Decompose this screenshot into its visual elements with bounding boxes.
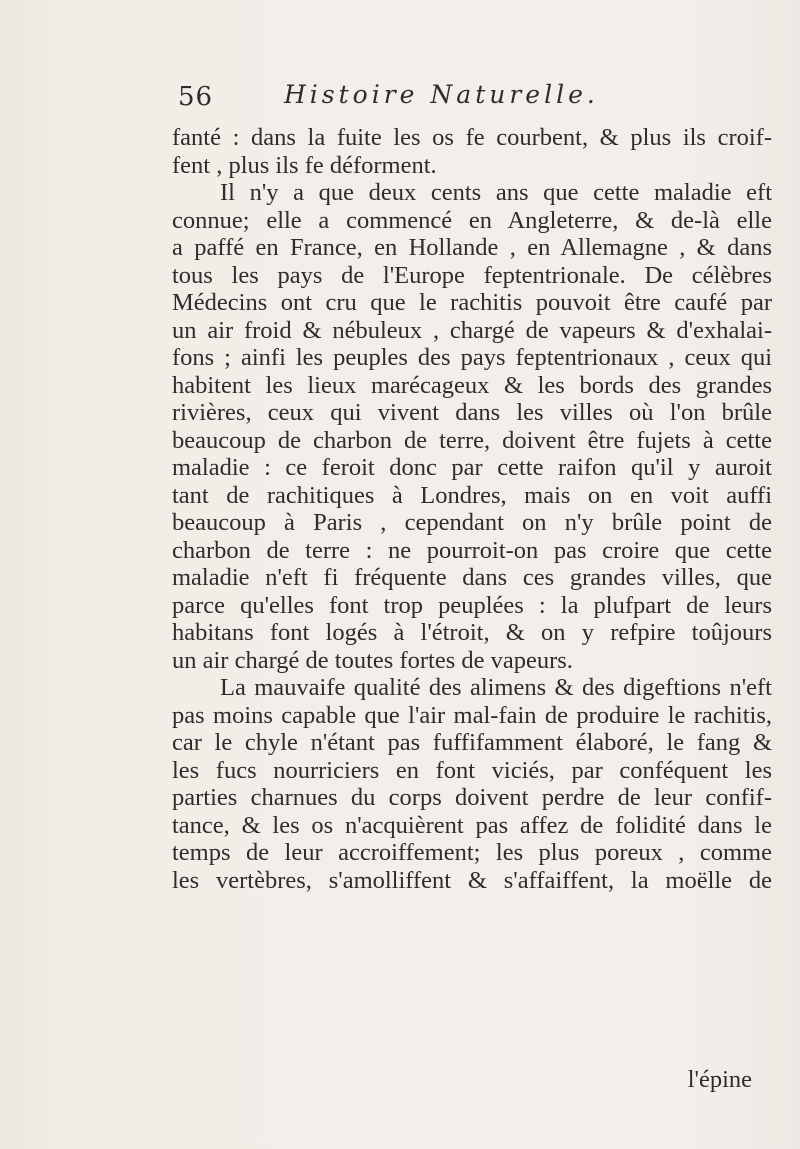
text-line: maladie n'eft fi fréquente dans ces grandes villes, que [172, 564, 772, 591]
text-line: habitent les lieux marécageux & les bords des grandes [172, 371, 772, 399]
text-line: parce qu'elles font trop peuplées : la plufpart de leurs [172, 591, 772, 619]
text-line: tance, & les os n'acquièrent pas affez de folidité dans le [172, 811, 772, 839]
text-line: a paffé en France, en Hollande , en Allemagne , & dans [172, 234, 772, 261]
text-line: rivières, ceux qui vivent dans les villes où l'on brûle [172, 399, 772, 426]
text-line: charbon de terre : ne pourroit-on pas croire que cette [172, 536, 772, 564]
text-line: tant de rachitiques à Londres, mais on en voit auffi [172, 481, 772, 509]
text-line: fent , plus ils fe déforment. [172, 151, 437, 179]
text-line: un air froid & nébuleux , chargé de vapeurs & d'exhalai- [172, 316, 772, 344]
text-line: car le chyle n'étant pas fuffifamment élaboré, le fang & [172, 729, 772, 756]
text-line: un air chargé de toutes fortes de vapeurs. [172, 646, 573, 674]
text-line: parties charnues du corps doivent perdre de leur confif- [172, 784, 772, 811]
body-text [172, 124, 772, 894]
text-line: tous les pays de l'Europe feptentrionale. De célèbres [172, 261, 772, 289]
text-line: temps de leur accroiffement; les plus poreux , comme [172, 839, 772, 866]
text-line: beaucoup à Paris , cependant on n'y brûle point de [172, 509, 772, 536]
page-header [172, 76, 642, 116]
paragraph-start-line: La mauvaife qualité des alimens & des digeftions n'eft [220, 674, 772, 701]
text-line: Médecins ont cru que le rachitis pouvoit être caufé par [172, 289, 772, 316]
text-line: connue; elle a commencé en Angleterre, & de-là elle [172, 206, 772, 234]
text-line: fanté : dans la fuite les os fe courbent, & plus ils croif- [172, 124, 772, 151]
text-line: pas moins capable que l'air mal-fain de produire le rachitis, [172, 701, 772, 729]
text-line: les vertèbres, s'amolliffent & s'affaiffent, la moëlle de [172, 866, 772, 894]
text-line: maladie : ce feroit donc par cette raifon qu'il y auroit [172, 454, 772, 481]
running-title: Histoire Naturelle. [284, 80, 599, 109]
paragraph-start-line: Il n'y a que deux cents ans que cette maladie eft [220, 179, 772, 206]
catchword: l'épine [687, 1066, 752, 1093]
text-line: les fucs nourriciers en font viciés, par conféquent les [172, 756, 772, 784]
text-line: fons ; ainfi les peuples des pays feptentrionaux , ceux qui [172, 344, 772, 371]
page-number: 56 [178, 82, 214, 112]
text-line: beaucoup de charbon de terre, doivent être fujets à cette [172, 426, 772, 454]
text-line: habitans font logés à l'étroit, & on y refpire toûjours [172, 619, 772, 646]
